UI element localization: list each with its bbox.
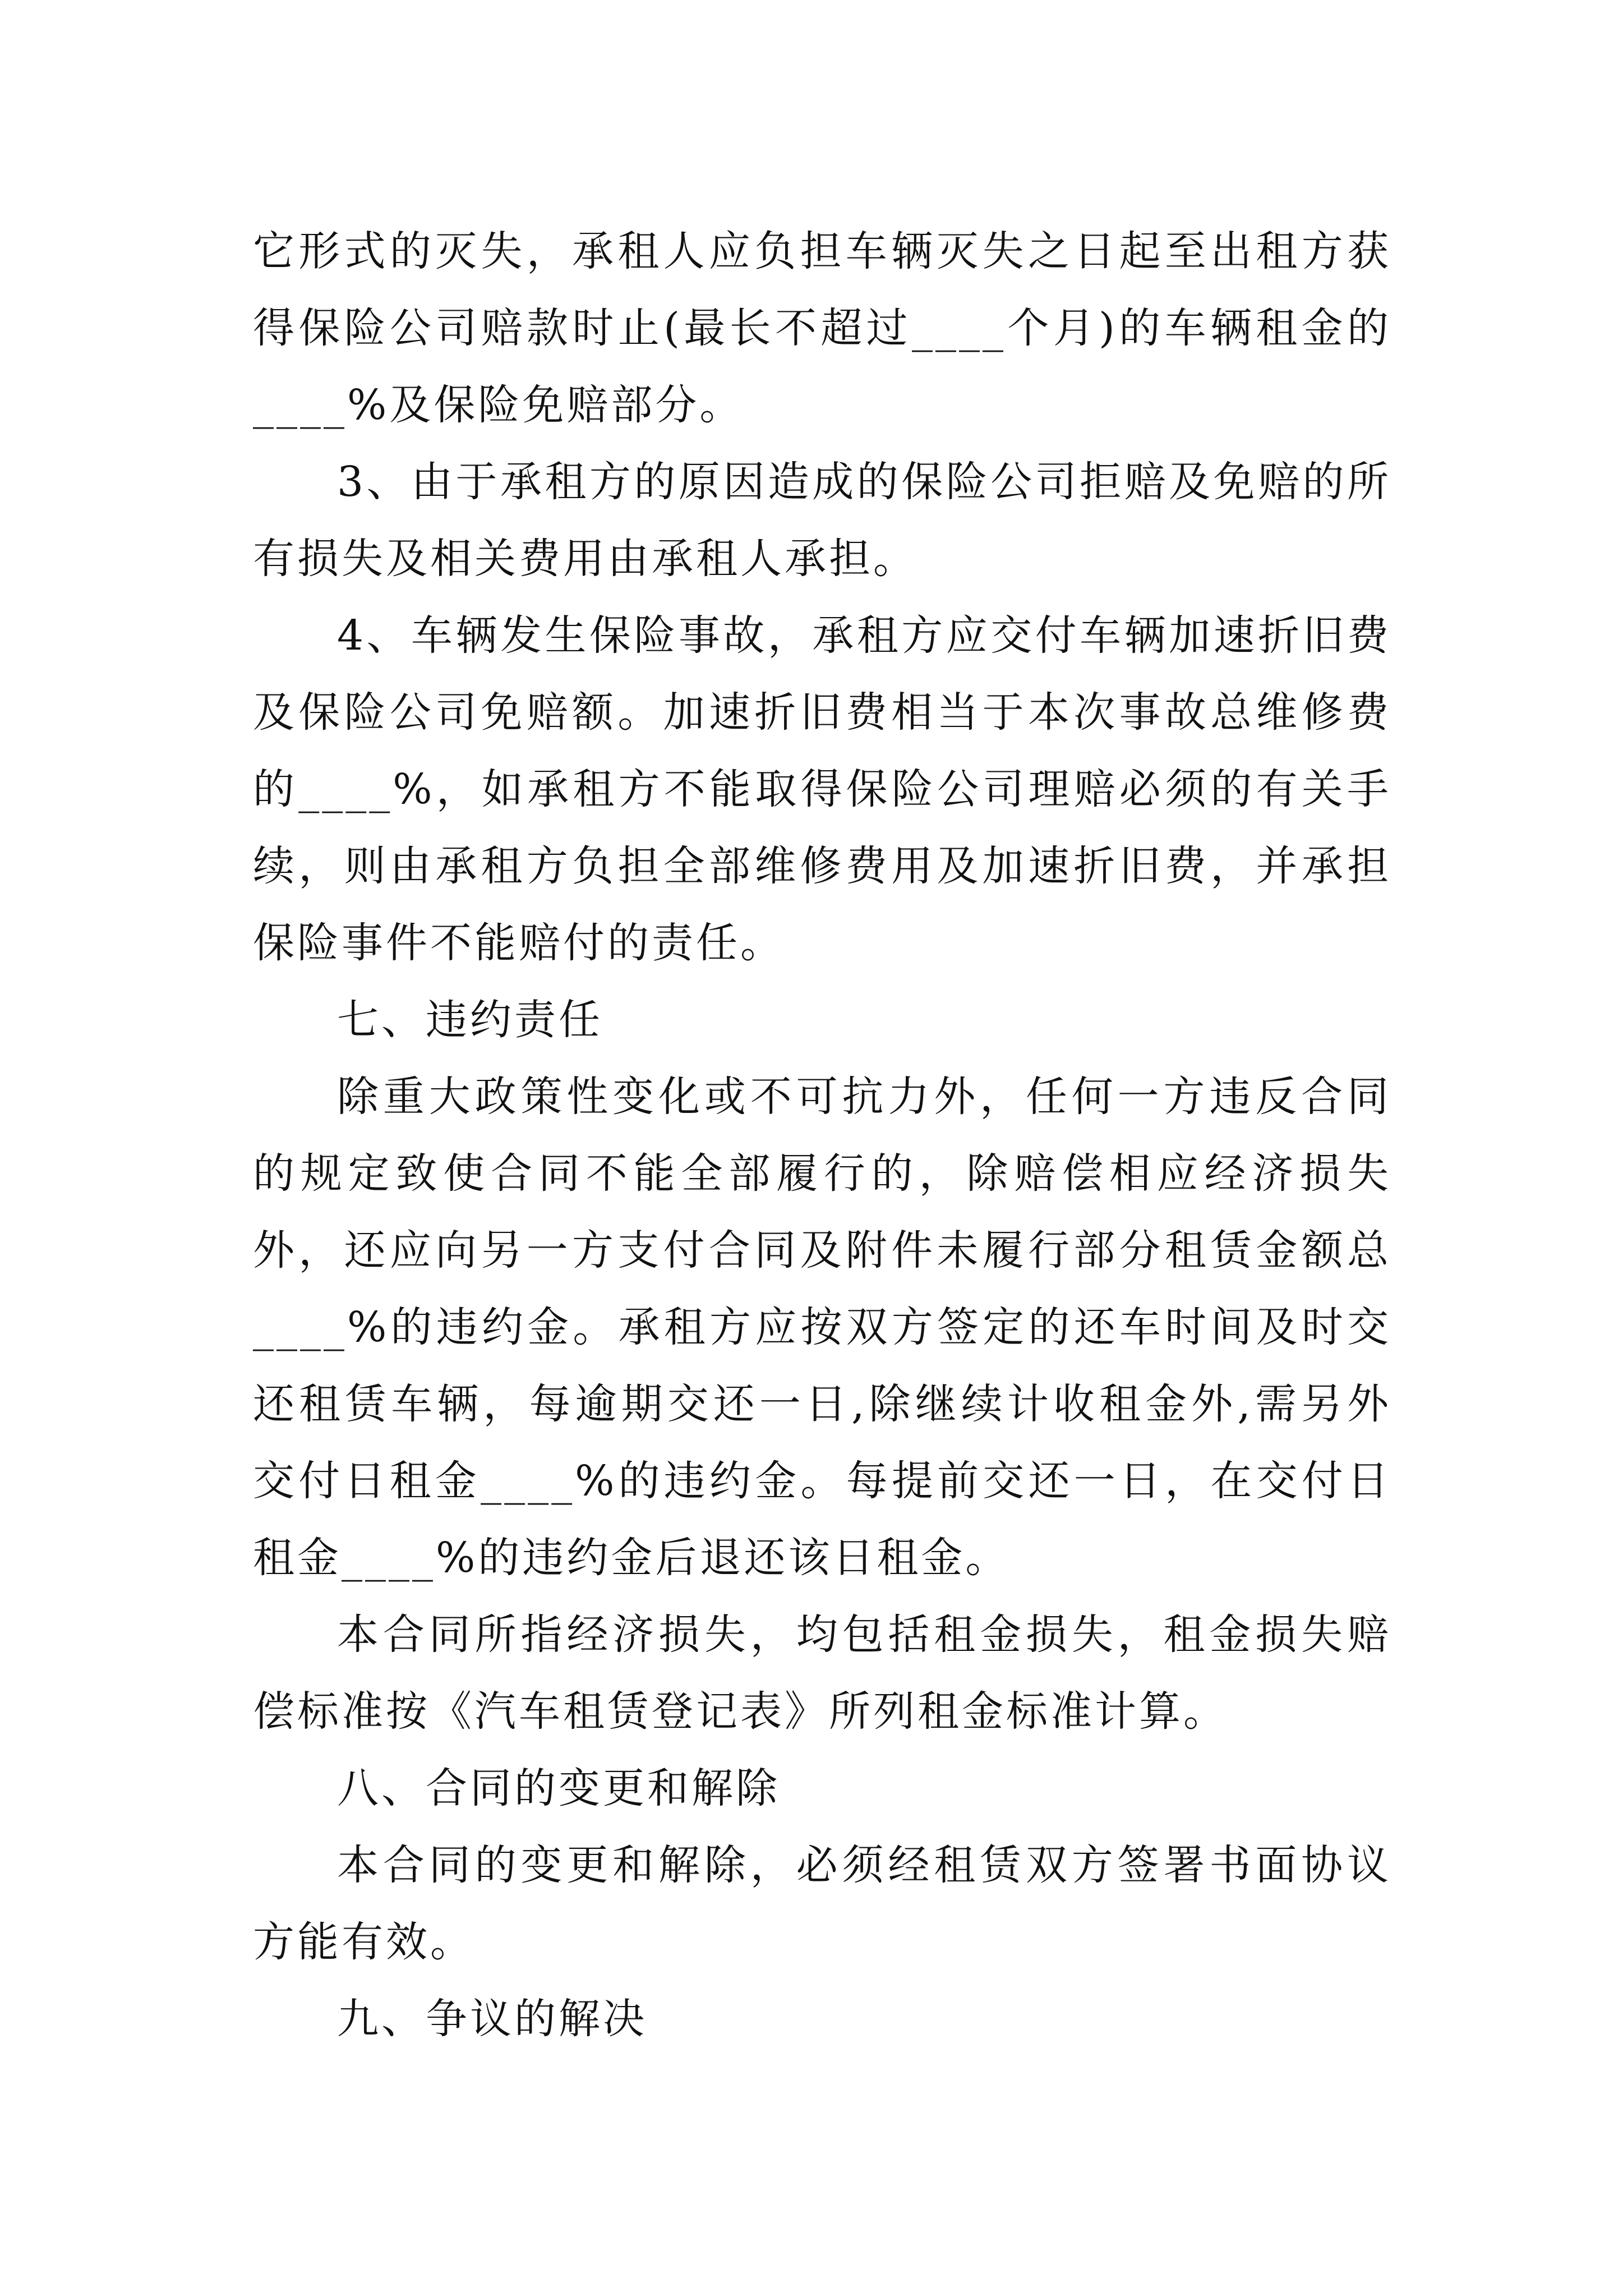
paragraph-clause-4: 4、车辆发生保险事故，承租方应交付车辆加速折旧费及保险公司免赔额。加速折旧费相当于本次事故总维修费的____%，如承租方不能取得保险公司理赔必须的有关手续，则由承租方负担全部维修费用及加速折旧费，并承担保险事件不能赔付的责任。 bbox=[253, 611, 1391, 967]
heading-section-7: 七、违约责任 bbox=[337, 996, 603, 1044]
heading-section-8: 八、合同的变更和解除 bbox=[337, 1764, 780, 1812]
heading-section-9: 九、争议的解决 bbox=[337, 1995, 647, 2043]
paragraph-contract-change: 本合同的变更和解除，必须经租赁双方签署书面协议方能有效。 bbox=[253, 1841, 1391, 1966]
paragraph-loss-of-vehicle: 它形式的灭失，承租人应负担车辆灭失之日起至出租方获得保险公司赔款时止(最长不超过____个月)的车辆租金的____%及保险免赔部分。 bbox=[253, 227, 1391, 429]
paragraph-breach-liability: 除重大政策性变化或不可抗力外，任何一方违反合同的规定致使合同不能全部履行的，除赔偿相应经济损失外，还应向另一方支付合同及附件未履行部分租赁金额总____%的违约金。承租方应按双方签定的还车时间及时交还租赁车辆，每逾期交还一日,除继续计收租金外,需另外交付日租金____%的违约金。每提前交还一日，在交付日租金____%的违约金后退还该日租金。 bbox=[253, 1073, 1391, 1582]
document-body bbox=[253, 213, 1391, 2058]
paragraph-clause-3: 3、由于承租方的原因造成的保险公司拒赔及免赔的所有损失及相关费用由承租人承担。 bbox=[253, 458, 1391, 583]
paragraph-economic-loss: 本合同所指经济损失，均包括租金损失，租金损失赔偿标准按《汽车租赁登记表》所列租金标准计算。 bbox=[253, 1611, 1391, 1736]
